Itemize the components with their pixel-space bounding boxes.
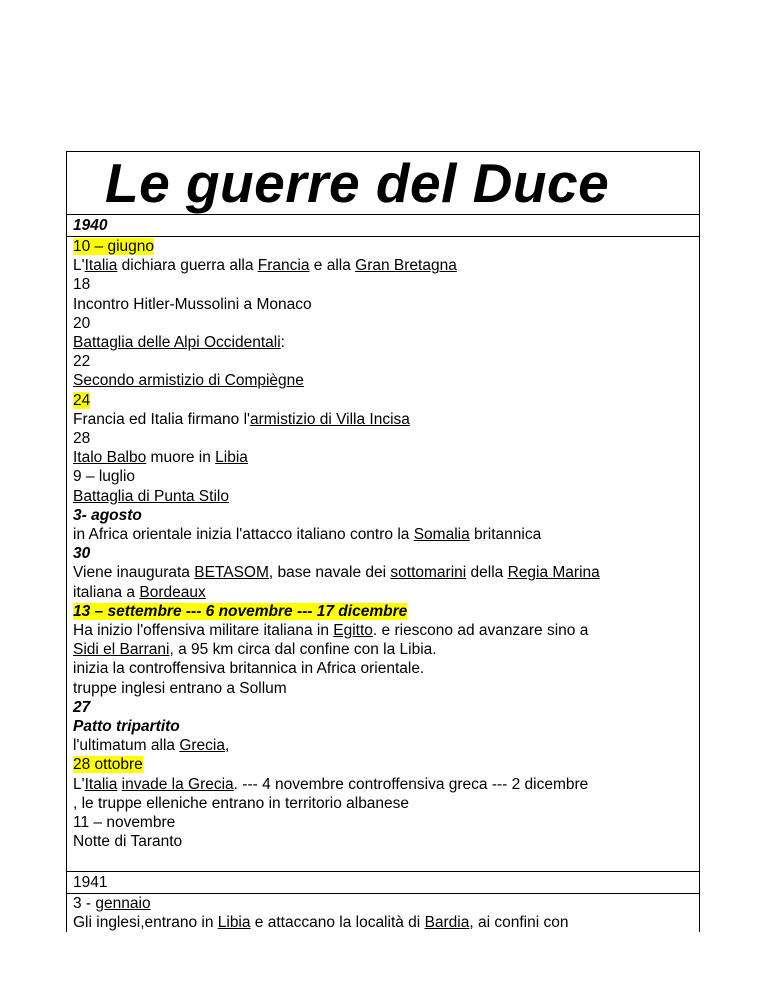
event-text-part: l'ultimatum alla	[73, 737, 180, 755]
event-link[interactable]: Sidi el Barrani	[73, 641, 170, 659]
event-text-part: . e riescono ad avanzare sino a	[372, 622, 589, 640]
event-line	[73, 913, 693, 932]
event-text-part: L'	[73, 775, 85, 793]
event-link[interactable]: Italia	[84, 257, 118, 275]
event-line	[73, 813, 693, 832]
event-line	[73, 679, 693, 698]
event-text: 22	[73, 353, 91, 371]
event-link[interactable]: Somalia	[413, 526, 470, 544]
event-link[interactable]: Libia	[215, 449, 248, 467]
event-link[interactable]: sottomarini	[390, 564, 467, 582]
event-text-part: ,	[224, 737, 230, 755]
event-text: 18	[73, 276, 91, 294]
event-line	[73, 583, 693, 602]
event-line	[73, 467, 693, 486]
event-line	[73, 314, 693, 333]
event-line	[73, 621, 693, 640]
event-text-part: e attaccano la località di	[250, 913, 425, 931]
event-link[interactable]: Bordeaux	[139, 583, 206, 601]
event-line	[73, 640, 693, 659]
event-text-part: , ai confini con	[469, 913, 569, 931]
event-text	[73, 776, 588, 793]
event-line	[73, 506, 693, 525]
event-text: 10 – giugno	[73, 238, 155, 255]
event-text	[73, 584, 206, 601]
event-link[interactable]: Italia	[84, 775, 118, 793]
event-text-part: . --- 4 novembre controffensiva greca --- 2 dicembre	[233, 775, 589, 793]
event-line	[73, 391, 693, 410]
event-text-part: Viene inaugurata	[73, 564, 195, 582]
event-text	[73, 257, 457, 274]
event-link[interactable]: Battaglia di Punta Stilo	[73, 487, 229, 505]
event-link[interactable]: Battaglia delle Alpi Occidentali	[73, 334, 281, 352]
event-text	[73, 622, 588, 639]
event-text-part: in Africa orientale inizia l'attacco italiano contro la	[73, 526, 414, 544]
event-text: Patto tripartito	[73, 718, 180, 736]
event-text-part: della	[466, 564, 508, 582]
event-text-part: italiana a	[73, 583, 140, 601]
event-text	[73, 641, 437, 658]
event-text: 13 – settembre --- 6 novembre --- 17 dicembre	[73, 602, 408, 620]
spacer	[73, 852, 693, 871]
event-text: 3- agosto	[73, 506, 142, 524]
event-text: 24	[73, 391, 91, 409]
event-text	[73, 372, 304, 389]
event-line	[73, 602, 693, 621]
page-title: Le guerre del Duce	[105, 152, 610, 214]
event-text-part: , a 95 km circa dal confine con la Libia.	[169, 641, 437, 659]
event-line	[73, 894, 693, 913]
event-text	[73, 488, 229, 505]
timeline-table	[66, 151, 700, 932]
event-line	[73, 755, 693, 774]
event-line	[73, 659, 693, 678]
event-text-part: 3 -	[73, 894, 96, 912]
event-text: 28 ottobre	[73, 756, 143, 774]
event-link[interactable]: invade la Grecia	[121, 775, 234, 793]
event-link[interactable]: Italo Balbo	[73, 449, 147, 467]
event-line	[73, 563, 693, 582]
event-text	[73, 449, 248, 466]
event-text	[73, 334, 285, 351]
event-line	[73, 525, 693, 544]
event-link[interactable]: gennaio	[95, 894, 151, 912]
event-line	[73, 275, 693, 294]
event-text: , le truppe elleniche entrano in territorio albanese	[73, 794, 410, 812]
event-link[interactable]: Regia Marina	[507, 564, 600, 582]
event-text	[73, 526, 541, 543]
event-text: 11 – novembre	[73, 814, 176, 832]
title-cell	[67, 152, 699, 215]
year-heading-1941: 1941	[67, 872, 699, 894]
event-line	[73, 832, 693, 851]
event-line	[73, 371, 693, 390]
event-link[interactable]: Grecia	[179, 737, 225, 755]
event-line	[73, 333, 693, 352]
event-text-part: , base navale dei	[268, 564, 391, 582]
event-text: Incontro Hitler-Mussolini a Monaco	[73, 295, 312, 313]
event-text-part: muore in	[146, 449, 216, 467]
year-heading-1940: 1940	[67, 215, 699, 237]
event-text: inizia la controffensiva britannica in Africa orientale.	[73, 660, 425, 678]
event-text-part: Ha inizio l'offensiva militare italiana in	[73, 622, 334, 640]
event-text-part: :	[280, 334, 285, 352]
event-link[interactable]: Egitto	[333, 622, 373, 640]
event-line	[73, 429, 693, 448]
events-1941	[67, 894, 699, 932]
event-text-part: e alla	[309, 257, 356, 275]
event-text	[73, 895, 151, 912]
event-line	[73, 794, 693, 813]
event-line	[73, 698, 693, 717]
event-line	[73, 448, 693, 467]
event-text: 9 – luglio	[73, 468, 136, 486]
event-text: truppe inglesi entrano a Sollum	[73, 679, 287, 697]
event-line	[73, 487, 693, 506]
event-text	[73, 411, 410, 428]
event-line	[73, 775, 693, 794]
event-line	[73, 410, 693, 429]
event-line	[73, 256, 693, 275]
event-link[interactable]: Bardia	[424, 913, 470, 931]
event-text: 27	[73, 698, 91, 716]
event-line	[73, 736, 693, 755]
event-link[interactable]: Gran Bretagna	[355, 257, 457, 275]
event-line	[73, 717, 693, 736]
event-text: Notte di Taranto	[73, 833, 183, 851]
event-text-part: L'	[73, 257, 85, 275]
event-line	[73, 352, 693, 371]
event-text: 20	[73, 314, 91, 332]
event-text-part: Francia ed Italia firmano l'	[73, 410, 250, 428]
event-line	[73, 237, 693, 256]
event-text-part: dichiara guerra alla	[117, 257, 258, 275]
event-link[interactable]: Libia	[217, 913, 251, 931]
event-text-part: Gli inglesi,entrano in	[73, 913, 218, 931]
events-1940	[67, 237, 699, 872]
event-link[interactable]: BETASOM	[194, 564, 269, 582]
event-link[interactable]: Francia	[257, 257, 310, 275]
event-line	[73, 295, 693, 314]
event-text-part: britannica	[469, 526, 542, 544]
event-link[interactable]: Secondo armistizio di Compiègne	[73, 372, 304, 390]
event-text: 28	[73, 430, 91, 448]
event-line	[73, 544, 693, 563]
event-text	[73, 564, 600, 581]
event-link[interactable]: armistizio di Villa Incisa	[249, 410, 410, 428]
event-text	[73, 737, 229, 754]
event-text	[73, 914, 568, 931]
event-text: 30	[73, 545, 91, 563]
